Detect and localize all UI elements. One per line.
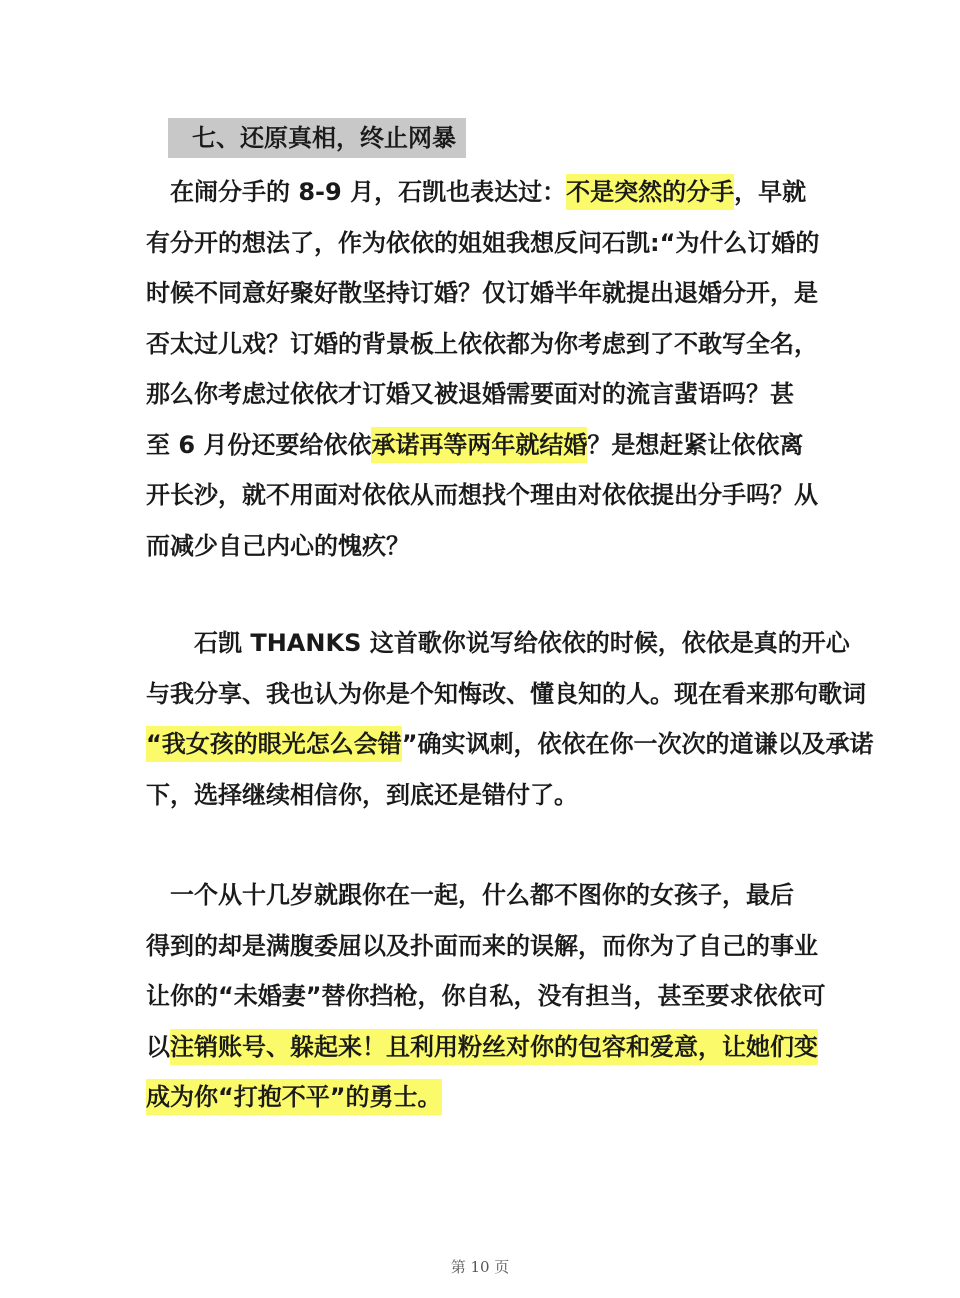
- paragraph-1: [146, 167, 820, 571]
- text-segment: 否太过儿戏？订婚的背景板上依依都为你考虑到了不敢写全名，: [146, 329, 818, 358]
- text-line: [146, 167, 816, 218]
- text-line: [146, 420, 816, 471]
- highlighted-text: 不是突然的分手: [566, 174, 734, 210]
- text-line: [146, 921, 816, 972]
- text-segment: 得到的却是满腹委屈以及扑面而来的误解，而你为了自己的事业: [146, 931, 818, 960]
- text-line: [146, 719, 874, 770]
- text-line: [146, 1072, 816, 1123]
- text-segment: 石凯 THANKS 这首歌你说写给依依的时候，依依是真的开心: [146, 629, 850, 657]
- text-segment: 以: [146, 1032, 170, 1061]
- text-segment: 在闹分手的 8-9 月，石凯也表达过：: [146, 178, 567, 206]
- text-segment: 一个从十几岁就跟你在一起，什么都不图你的女孩子，最后: [146, 881, 794, 909]
- section-heading: 七、还原真相，终止网暴: [168, 118, 466, 158]
- text-segment: 至 6 月份还要给依依: [146, 430, 372, 459]
- text-line: [146, 971, 826, 1022]
- text-line: [146, 470, 816, 521]
- paragraph-3: [146, 870, 826, 1123]
- text-segment: 那么你考虑过依依才订婚又被退婚需要面对的流言蜚语吗？甚: [146, 380, 794, 408]
- text-segment: 有分开的想法了，作为依依的姐姐我想反问石凯:“为什么订婚的: [146, 228, 820, 257]
- text-segment: 时候不同意好聚好散坚持订婚？仅订婚半年就提出退婚分开，是: [146, 279, 818, 307]
- text-segment: 与我分享、我也认为你是个知悔改、懂良知的人。现在看来那句歌词: [146, 679, 866, 708]
- text-segment: 开长沙，就不用面对依依从而想找个理由对依依提出分手吗？从: [146, 481, 818, 509]
- text-line: [146, 669, 866, 720]
- page-number: 第 10 页: [450, 1258, 510, 1276]
- text-line: [146, 521, 816, 572]
- paragraph-2: [146, 618, 874, 820]
- text-line: [146, 218, 820, 269]
- highlighted-text: 成为你“打抱不平”的勇士。: [146, 1079, 442, 1115]
- text-segment: ，早就: [734, 178, 807, 206]
- text-line: [146, 870, 816, 921]
- text-line: [146, 268, 816, 319]
- text-segment: 下，选择继续相信你，到底还是错付了。: [146, 780, 578, 809]
- highlighted-text: “我女孩的眼光怎么会错: [146, 726, 402, 762]
- text-line: [146, 618, 850, 669]
- text-line: [146, 319, 816, 370]
- text-segment: 让你的“未婚妻”替你挡枪，你自私，没有担当，甚至要求依依可: [146, 982, 826, 1010]
- text-line: [146, 1022, 816, 1073]
- text-line: [146, 770, 816, 821]
- text-segment: ？是想赶紧让依依离: [587, 430, 804, 459]
- highlighted-text: 承诺再等两年就结婚: [371, 427, 587, 463]
- text-line: [146, 369, 816, 420]
- text-segment: ”确实讽刺，依依在你一次次的道谦以及承诺: [401, 730, 874, 758]
- highlighted-text: 注销账号、躲起来！且利用粉丝对你的包容和爱意，让她们变: [170, 1029, 818, 1065]
- text-segment: 而减少自己内心的愧疚？: [146, 531, 410, 560]
